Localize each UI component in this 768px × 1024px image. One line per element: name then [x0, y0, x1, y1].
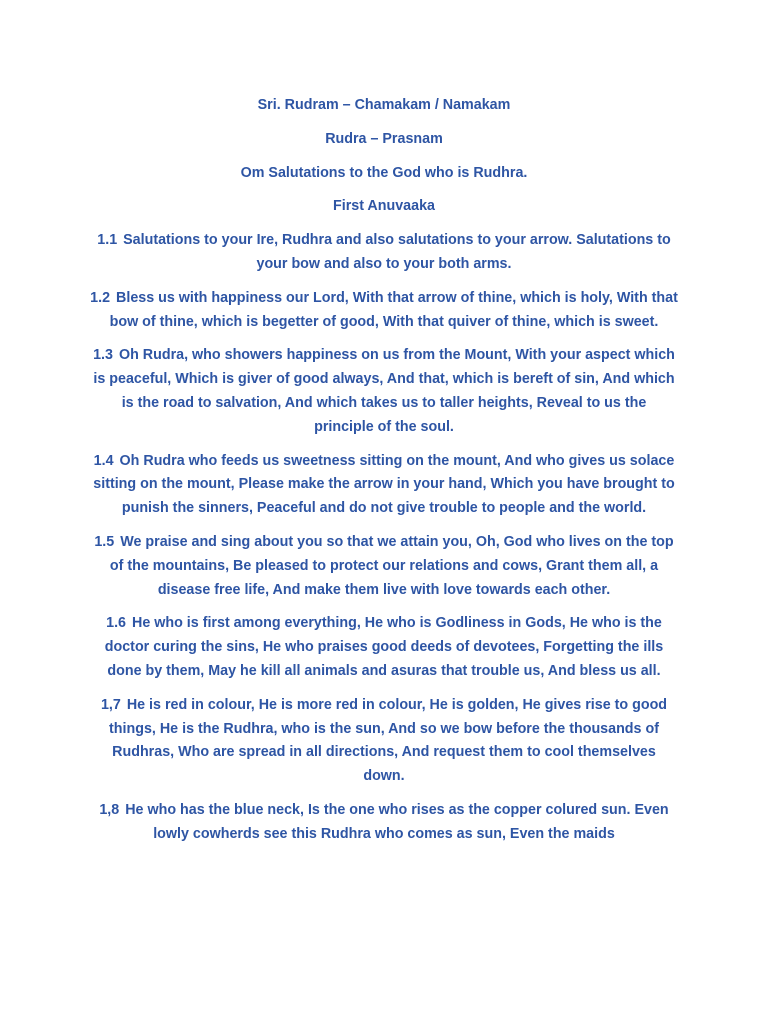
- verse-paragraph: [90, 531, 678, 602]
- verse-number: 1,7: [100, 696, 121, 713]
- verse-text: Oh Rudra who feeds us sweetness sitting on the mount, And who gives us solace sitting on the mount, Please make the arrow in your hand, Which you have brought to punish the sinners, Peaceful and do not give trouble to people and the world.: [93, 452, 675, 517]
- verse-number: 1.4: [93, 452, 114, 469]
- verse-text: We praise and sing about you so that we attain you, Oh, God who lives on the top of the mountains, Be pleased to protect our relations and cows, Grant them all, a disease free life, And make them live with love towards each other.: [109, 533, 674, 598]
- verse-paragraph: [90, 799, 678, 847]
- verse-paragraph: [90, 694, 678, 789]
- document-subtitle: Rudra – Prasnam: [325, 130, 443, 147]
- verse-number: 1.1: [97, 232, 118, 249]
- verse-paragraph: [90, 612, 678, 683]
- verse-text: Salutations to your Ire, Rudhra and also salutations to your arrow. Salutations to your bow and also to your both arms.: [123, 232, 671, 272]
- verse-text: Bless us with happiness our Lord, With that arrow of thine, which is holy, With that bow of thine, which is begetter of good, With that quiver of thine, which is sweet.: [109, 289, 678, 330]
- verse-paragraph: [90, 450, 678, 521]
- verse-text: He is red in colour, He is more red in colour, He is golden, He gives rise to good things, He is the Rudhra, who is the sun, And so we bow before the thousands of Rudhras, Who are spread in all directions, And request them to cool themselves down.: [109, 696, 668, 785]
- verse-text: He who has the blue neck, Is the one who rises as the copper colured sun. Even lowly cowherds see this Rudhra who comes as sun, Even the maids: [125, 801, 669, 842]
- verse-text: He who is first among everything, He who is Godliness in Gods, He who is the doctor curing the sins, He who praises good deeds of devotees, Forgetting the ills done by them, May he kill all animals and asuras that trouble us, And bless us all.: [104, 615, 664, 679]
- invocation-line: Om Salutations to the God who is Rudhra.: [240, 164, 528, 181]
- document-body: [90, 94, 678, 857]
- verse-paragraph: [90, 287, 678, 335]
- verse-paragraph: [90, 344, 678, 439]
- document-title: Sri. Rudram – Chamakam / Namakam: [257, 97, 511, 113]
- verse-text: Oh Rudra, who showers happiness on us from the Mount, With your aspect which is peaceful, Which is giver of good always, And that, which is bereft of sin, And which is the road to salvation, And which takes us to taller heights, Reveal to us the principle of the soul.: [93, 347, 675, 435]
- verse-number: 1.5: [94, 533, 115, 550]
- verse-number: 1,8: [99, 801, 120, 818]
- section-heading: First Anuvaaka: [333, 198, 435, 215]
- verse-number: 1.3: [93, 347, 113, 364]
- verse-number: 1.2: [90, 289, 111, 306]
- verse-paragraph: [90, 229, 678, 277]
- verse-number: 1.6: [106, 615, 126, 632]
